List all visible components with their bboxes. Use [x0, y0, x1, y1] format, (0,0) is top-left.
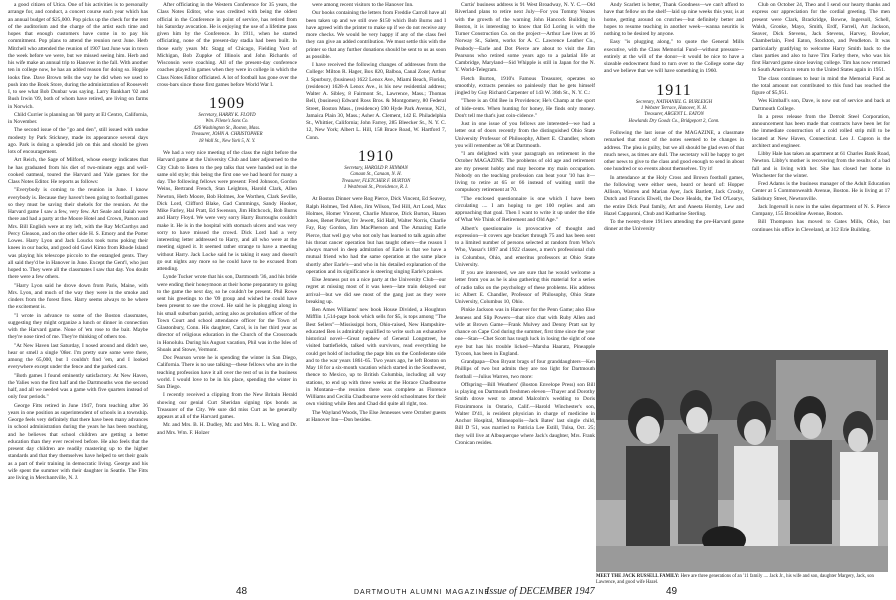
paragraph: In a press release from the Detroit Steel Corporation, announcement has been made that contracts have been let for the immediate construction of a cold rolled strip mill to be located at New Haven, Connecticut. Leo J. Capron is the architect and engineer.	[752, 113, 890, 149]
col4-paragraphs	[455, 2, 595, 447]
page-number-right: 49	[666, 586, 678, 597]
paragraph: If you are interested, we are sure that he would welcome a letter from you as he is also gathering this material for a series of radio talks on the psychology of these problems. His address is: Albert E. Chandler, Professor of Philosophy, Ohio State University, Columbus 10, Ohio.	[455, 270, 595, 305]
col6-paragraphs	[752, 2, 890, 234]
column-class-notes-1909	[157, 2, 297, 438]
paragraph: At Boston Dinner were Rog Pierce, Dick Vincent, Ed Seavey, Ralph Holmes, Ted Allen, Jim Wilson, Ted Hill, Art Loud, Max Holmes, Homer Vincent, Charlie Munroe, Dick Burton, Hazen Jones, Benet Parker, Irv Jewett, Sid Hall, Walter Norris, Charlie Fay, Ray Gordon, Jim MacPherson and The Amazing Earle Pierce, that well guy who not only has learned to talk again after his throat cancer operation but has taught others—the reason I always marvel in deep admiration of Earle is that we have a mutual friend who had the same operation at the same place shortly after Earle's—and who in his detailed explanation of the operation and its significance is steering singing Earle's praises.	[306, 196, 446, 275]
paragraph: After officiating in the Western Conference for 35 years, the Class Notes Editor, who was credited with being the oldest official in the Conference in point of service, has retired from his Saturday avocation. He is enjoying the use of a lifetime pass given him by the Conference. In 1911, when he started officiating, none of the present-day stadia had been built. In those early years Mr. Stagg of Chicago, Fielding Yost of Michigan, Bob Zuppke of Illinois and John Richards of Wisconsin were coaching. All of the present-day conference coaches played in games when they were in college in which the Class Notes Editor officiated. A lot of football has gone over the cross-bars since those first games before World War I.	[157, 2, 297, 88]
paragraph: a good citizen of Utica. One of his activities is to personally arrange for, and conduct, a concert course each year which has an annual budget of $25,000. Pop picks up the check for the rent of the auditorium and the charge of the artist each time and hopes that enough customers have come in to pay his commitment. Pop plans to attend the reunion next June. Herb Mitchell who attended the reunion of 1907 last June was in town the week before we were, but we missed seeing him. Herb and his wife make an annual trip to Hanover in the fall. With another ten in college now, he has an added reason for doing so. Hoppie looks fine. Dave Brown tells the way he did when we used to push into the Book Store, during the administration of Roosevelt I, to see what Bob Dunbar was saying. Larry Bankhart '02 and Bush Irwin '09, both of whom have retired, are living on farms in Norwich.	[8, 2, 148, 110]
address-line: Howlands Dry Goods Co., Bridgeport 2, Conn.	[628, 118, 720, 124]
paragraph: Pinkie Jackson was in Hanover for the Penn Game; also Else Jenness and Slip Powers—that nice chat with Ruby Allen and wife at Brown Game—Frank Mulvey and Denny Pratt sat by chance on Cape Cod during the summer, first time since the year one—Stan—Chet Scott has tough luck in losing the sight of one eye but has his trouble licked—Marsha Haaratz, Pineapple Tycoon, has been in England.	[455, 307, 595, 357]
col2-top-paragraphs	[157, 2, 297, 89]
paragraph: Just in one issue of you fellows are interested—we had a letter out of doors recently from the distinguished Ohio State University Professor of Philosophy, Albert E. Chandler, whom you will remember as '08 at Dartmouth.	[455, 121, 595, 149]
col3-bottom-paragraphs	[306, 196, 446, 424]
col3-top-paragraphs	[306, 2, 446, 142]
paragraph: Our books containing the letters from Freddie Carroll have all been taken up and we still owe $150 which Bob Burns and I have agreed with the printer to make up if we do not receive any more checks. We would be very happy if any of the class feel they can give an added contribution. We must settle this with the printer so that any further donations should be sent to us as soon as possible.	[306, 10, 446, 60]
paragraph: "At New Haven last Saturday, I nosed around and didn't see, hear or smell a single '08er. I'm pretty sure some were there, among the 65,000, but I couldn't find 'em, and I looked everywhere except under the fence and the parked cars.	[8, 342, 148, 371]
paragraph: "There is an Old Bee in Providence; He's Champ at the sport of hide-cents. When hunting for honey, He finds only money. Don't tell me that's just coin-cidence."	[455, 98, 595, 119]
paragraph: "I wrote in advance to some of the Boston classmates, suggesting they might organize a lunch or dinner in connection with the Harvard game. None of 'em rose to the bait. Maybe they're nose tired of me. They're thinking of others too.	[8, 312, 148, 341]
address-line: 426 Washington St., Boston, Mass.	[193, 125, 261, 131]
column-class-notes-1910-cont	[455, 2, 595, 448]
paragraph: Jack Ingersoll is now in the sales department of N. S. Pierce Company, 155 Brookline Avenue, Boston.	[752, 203, 890, 217]
paragraph: I have received the following changes of addresses from the College: Milton R. Hager, Box 820, Balboa, Canal Zone; Arthur J. Spurbury, (business) 1622 Lenox Ave., Miami Beach, Florida, (residence) 1628-A Lenox Ave., is his new residential address; Walter A. Sibley, 8 Fairmont St., Lawrence, Mass.; Thomas Bell, (business) Edward Ross Bros. & Montgomery, 80 Federal Street, Boston Mass., (residence) 590 Hyde Park Avenue, N21, Jamaica Plain 30, Mass.; Asher A. Clement, 142 E. Philadelphia St., Whittier, California; John Farrey, 285 Bleecker St., N. Y. C. 12, New York; Albert L. Hill, 158 Brace Road, W. Hartford 7, Conn.	[306, 62, 446, 141]
col1-paragraphs	[8, 2, 148, 482]
page-number-left: 48	[236, 586, 248, 597]
secretary-line: Secretary, NATHANIEL G. BURLEIGH	[635, 99, 713, 105]
paragraph: The class continues to hear in mind the Memorial Fund as the total amount not contributed to this fund has reached the figure of $5,951.	[752, 75, 890, 96]
paragraph: Else Jenness put on a nice party at the University Club—our regret at missing most of it was keen—late train delayed our arrival—but we did see most of the gang just as they were breaking up.	[306, 277, 446, 305]
paragraph: Club on October 24, Theo and I send our hearty thanks and express our appreciation for the cordial greeting. The men present were Clark, Brackridge, Bowne, Ingersoll, Schell, Walsh, Gronke, Mayo, Smith, Erdf, Farrell, Art Jackson, Seaver, Dick Stevens, Jack Stevens, Harvey, Bowker, Chamberlain, Fred Eaton, Stockton, and Pendleton. It was particularly gratifying to welcome Harry Smith back to the class parties and also to have Tim Farley there, who was his first Harvard game since leaving college. Tim has now returned to South America to return to the United States again in 1951.	[752, 2, 890, 74]
address-line: 18 Wall St., New York 5, N. Y.	[198, 138, 256, 144]
paragraph: The Wayland Woods, The Else Jennesses were October guests at Hanover Inn—Don besides.	[306, 409, 446, 423]
family-photo	[596, 350, 888, 572]
caption-lead: MEET THE JACK RUSSELL FAMILY:	[596, 574, 680, 579]
column-class-notes-1908	[8, 2, 148, 483]
paragraph: I recently received a clipping from the New Britain Herald showing our genial Curt Sheridan signing tips bonds as Treasurer of the City. We sure did miss Curt as he generally appears at all of the Harvard games.	[157, 392, 297, 421]
class-year: 1910	[358, 147, 394, 165]
paragraph: Albert's questionnaire is provocative of thought and expression—it covers age bracket through 75 and has been sent to a limited number of persons selected at random from Who's Who, Vassar's 1897 and 1922 classes, a men's professional club in Columbus, Ohio, and emeritus professors at Ohio State University.	[455, 225, 595, 268]
class-header-1910	[306, 148, 446, 192]
paragraph: Following the last issue of the MAGAZINE, a classmate remarked that most of the notes seemed to be changes in address. The plea is guilty, but we all should be glad even of that much news, as times are dull. The secretary will be happy to get other news to give to the class and good enough to send in about one hundred or so events about themselves. Try it!	[604, 130, 744, 173]
caption-text: Here are three generations of an '11 family .... Jack Jr., his wife and son, daughter Margery, Jack, son Lawrence, and good wife Hazel.	[596, 574, 874, 585]
family-photo-image	[596, 350, 888, 572]
column-class-notes-1911	[604, 2, 744, 235]
column-class-notes-1911-cont	[752, 2, 890, 235]
paragraph: "Harry Lyon said he drove down from Paris, Maine, with Mrs. Lyon, and much of the way they were in the smoke and cinders from the forest fires. Harry seems always to be where the excitement is.	[8, 282, 148, 311]
address-line: Wm. Filene's Sons Co.	[205, 119, 249, 125]
column-class-notes-1910	[306, 2, 446, 425]
photo-caption	[596, 574, 888, 586]
paragraph: "I am delighted with your paragraph on retirement in the October MAGAZINE. The problems of old age and retirement are my present hobby and may become my main occupation. Nobody on the teaching profession can beat your '10 has it—living to retire at 65 or 66 instead of waiting until the compulsory retirement at 70.	[455, 151, 595, 194]
magazine-name: DARTMOUTH ALUMNI MAGAZINE	[354, 589, 491, 596]
paragraph: The second issue of the "go and den", still issued with undue modesty by Park Stickney, made its appearance several days ago. Park is doing a splendid job on this and should be given lots of encouragement.	[8, 127, 148, 155]
paragraph: Fred Adams is the business manager of the Adult Education Center at 5 Commonwealth Avenue, Boston. He is living at 17 Salisbury Street, Newtonville.	[752, 181, 890, 202]
paragraph: Offspring—Bill Weathers' (Boston Envelope Press) son Bill is playing on Dartmouth freshmen eleven—Thayer and Dorothy Smith drove west to attend Malcolm's wedding to Doris Fitzsimmons in Ontario, Calif.—Harold Winchester's son, Walter D'41, is resident physician in charge of medicine in Anchor Hospital, Minneapolis—Jack Bates' last single child, Bill D '51, was married to Patricia Lee Estill, Tulsa, Oct. 25; they will live at Albuquerque where Jack's daughter, Mrs. Frank Cronican resides.	[455, 381, 595, 446]
issue-date: Issue of DECEMBER 1947	[486, 586, 595, 597]
secretary-line: Secretary, HAROLD P. HINMAN	[344, 165, 408, 171]
paragraph: Bill Thompson has moved to Gates Mills, Ohio, but continues his office in Cleveland, at 312 Erie Building.	[752, 219, 890, 233]
paragraph: Wes Kimball's son, Dave, is now out of service and back at Dartmouth College.	[752, 98, 890, 112]
paragraph: Doc Pearson wrote he is spending the winter in San Diego, California. There is no use talking—these fellows who are in the teaching profession have it all over the rest of us in the business world. I would love to be in his place, spending the winter in San Diego.	[157, 355, 297, 391]
paragraph: Libby Hale has taken an apartment at 61 Charles Bank Road, Newton. Libby's mother is recovering from the results of a bad fall and is living with her. She has closed her home in Winchester for the winter.	[752, 151, 890, 179]
treasurer-line: Treasurer, JOHN A. CHRISTOPHER	[191, 132, 263, 138]
paragraph: Lynde Tucker wrote that his son, Dartmouth '36, and his bride were ending their honeymoon at their home preparatory to going to the game the next day, so he couldn't be present. Phil Rowe sent his greetings to the '09 group and wished he could have been present to see the crowd. He said he is plugging along in his small suburban parish, acting also as probation officer of the Town Court and school attendance officer for the Town of Glastonbury, Conn. His daughter, Carol, is in her third year as director of religious education in the Church of the Crossroads in Honolulu. During his August vacation, Phil was in the Isles of Shoals and Stowe, Vermont.	[157, 274, 297, 353]
paragraph: Curtis' business address is 91 West Broadway, N. Y. C.—Old Riverland plans to retire next July—For you Tommy Veazes with the growth of the warning John Hancock Building in Boston, it is interesting to know that Ed Loring is with the Turner Construction Co. on the project—Arthur Lee lives at 16 Norway St., Salem, works for A. C. Lawrence Leather Co., Peabody—Earle and Dot Pierce are about to visit the Jim Pearsons who retired some years ago to a palatial life at Cambridge, Maryland—Sid Whipple is still in Japan for the N. Y. World-Telegram.	[455, 2, 595, 74]
address-line: 1 Westbrook St., Providence, R. I.	[343, 184, 409, 190]
col2-bottom-paragraphs	[157, 150, 297, 437]
address-line: Canaan St., Canaan, N. H.	[350, 172, 402, 178]
treasurer-line: Treasurer, ARGENT L. EATON	[644, 112, 704, 118]
paragraph: "The enclosed questionnaire is one which I have been circulating .... I am hoping to get 100 replies and am approaching that goal. Then I want to write it up under the title of What We Think of Retirement and Old Age."	[455, 195, 595, 224]
paragraph: Art Reich, the Sage of Milford, whose energy indicates that he has graduated from his diet of two-minute eggs and well-cooked oatmeal, toured the Harvard and Yale games for the Class Notes Editor. He reports as follows:	[8, 157, 148, 185]
paragraph: were among recent visitors to the Hanover Inn.	[312, 2, 414, 8]
paragraph: Fletch Burton, 1910's Famous Treasurer, operates so smoothly, extracts pennies so painlessly that he gets himself jingled by Guy Richard Carpenter of 143 W. 36th St., N. Y. C.:	[455, 75, 595, 96]
paragraph: To the twenty-three 1911ers attending the pre-Harvard game dinner at the University	[604, 219, 744, 233]
paragraph: Ben Ames Williams' new book House Divided, a Houghton Mifflin 1,514-page book which sells for $5, is tops among "The Best Sellers"—Mississippi born, Ohio-raised, New Hampshire-educated Ben is admirably qualified to write such an exhaustive historical novel—Great nephew of General Longstreet, he visited battlefields, talked with survivors, read everything he could get hold of including the page bits on the Confederate side and to the war years 1861-65. Two years ago, he left Boston on May 18 for a six-month vacation which started in the Southwest, thence to Mexico, up to British Columbia, including all way stations, to end up with three weeks at the Horace Chadbourne in Montana—the reunion there was complete as Florence Williams and Cecilia Chadbourne were old schoolmates for their own visiting while Ben and Chad did quite all right, too.	[306, 307, 446, 408]
treasurer-line: Treasurer, FLETCHER F. BURTON	[341, 178, 411, 184]
col5-bottom-paragraphs	[604, 130, 744, 234]
paragraph: "Everybody is coming to the reunion in June. I know everybody is. Because they haven't been going to football games so they must be saving their shekels for the reunion. At the Harvard game I saw a few, very few. Art Seale and Isaiah were there and had a party at the Moore Hotel and Crown, Parson and Mrs. Bill English were at my left, with the Ray McCarthys and Percy Gleason, and on the other side H. S. Emory and the Porter Lowes. Harry Lyon and Jack Loucks took turns poking their knees in our backs, and good old Gawl Kimo from Rhode Island was playing his telescope piccolo to the entangled gents. They all said they'd be in Hanover in June. Except the Gent'l, who just hoped to. They were all the classmates I saw that day. You doubt there were a few others.	[8, 187, 148, 281]
paragraph: Grandpapa—Don Bryant brags of four granddaughters—Ken Phillips of two but admits they are too light for Dartmouth football —Julius Warren, two more:	[455, 359, 595, 380]
paragraph: "Both games I found eminently satisfactory. At New Haven, the Yalies won the first half and the Dartmouths won the second half, and all we needed was a game with five quarters instead of only four periods."	[8, 372, 148, 401]
class-year: 1909	[209, 95, 245, 112]
address-line: 1 Webster Terrace, Hanover, N. H.	[640, 105, 708, 111]
paragraph: Easy "is plugging along," to quote the General Mills executive, with the Class Memorial Fund—without pressure—entirely at the will of the donor—it would be nice to have a sizeable endowment fund to turn over to the College some day and we believe that we will have something in 1960.	[604, 39, 744, 75]
class-header-1909	[157, 95, 297, 145]
paragraph: Mr. and Mrs. B. H. Dudley, Mr. and Mrs. R. L. Wing and Dr. and Mrs. Wm. F. Holzer	[157, 422, 297, 436]
secretary-line: Secretary, HARRY K. FLOYD	[198, 113, 256, 118]
paragraph: In attendance at the Holy Cross and Brown football games, the following were either seen, heard or heard of: Hopper Allison, Warren and Marian Ayer, Jack Bartlett, Jack Crosby, Dutch and Francis Elwell, the Doce Healds, the Ted O'Learys, the entire Dick Paul family, Art and Aneeta Hornby, Lew and Hazel Capparoni, Chub and Katharine Sterling.	[604, 174, 744, 217]
paragraph: Child Currier is planning an '08 party at El Centro, California, in November.	[8, 111, 148, 125]
class-year: 1911	[656, 81, 692, 99]
paragraph: We had a very nice meeting of the class the night before the Harvard game at the University Club and later adjourned to the City Club to listen to the pep talks that were handed out in the same old style; this being the first one we had heard for many a day. The following fellows were present: Fred Johnson, Gordon Weins, Bertrand French, Stan Leighton, Harold Clark, Allen Newton, Herb Moore, Bob Holmes, Joe Worthen, Clark Seville, Dick Lord, Clifford Blake, Gad Cummings, Sandy Hooker, Mike Farley, Hal Pratt, Ed Swenson, Jim Hitchcock, Bob Burns and Harry Floyd. We were very sorry Harry Burroughs couldn't make it. He is in the hospital with stomach ulcers and was very sorry to have missed the crowd. Dick Lord had a very interesting letter addressed to Harry, and all who were at the meeting signed it. It seemed rather strange to have a meeting without Harry. Jack Locke said he is taking it easy and doesn't go out nights any more so he could have to be excused from attending.	[157, 150, 297, 273]
paragraph: George Fitts retired in June 1947, from teaching after 36 years in one position as superintendent of schools in a township. George feels very definitely that there have been many advances in school administration during the years he has been teaching, and he believes that school children are getting a better education than they ever received before. He also feels that the present day children are readily mastering up to the higher standards and that they themselves have helped to set their goals as a part of their training in democratic living. George and his wife spent the summer with their daughter in Seattle. The Fitts are living in Merchantville, N. J.	[8, 402, 148, 481]
paragraph: Andy Scarlett is better, Thank Goodness—we can't afford to have that fellow on the shelf—laid up nine weeks this year, is at home, getting around on crutches—but definitely better and hopes to resume teaching in another week—wanna neuritis is nothing to be desired by anyone.	[604, 2, 744, 37]
class-header-1911	[604, 82, 744, 126]
col5-paragraphs	[604, 2, 744, 76]
